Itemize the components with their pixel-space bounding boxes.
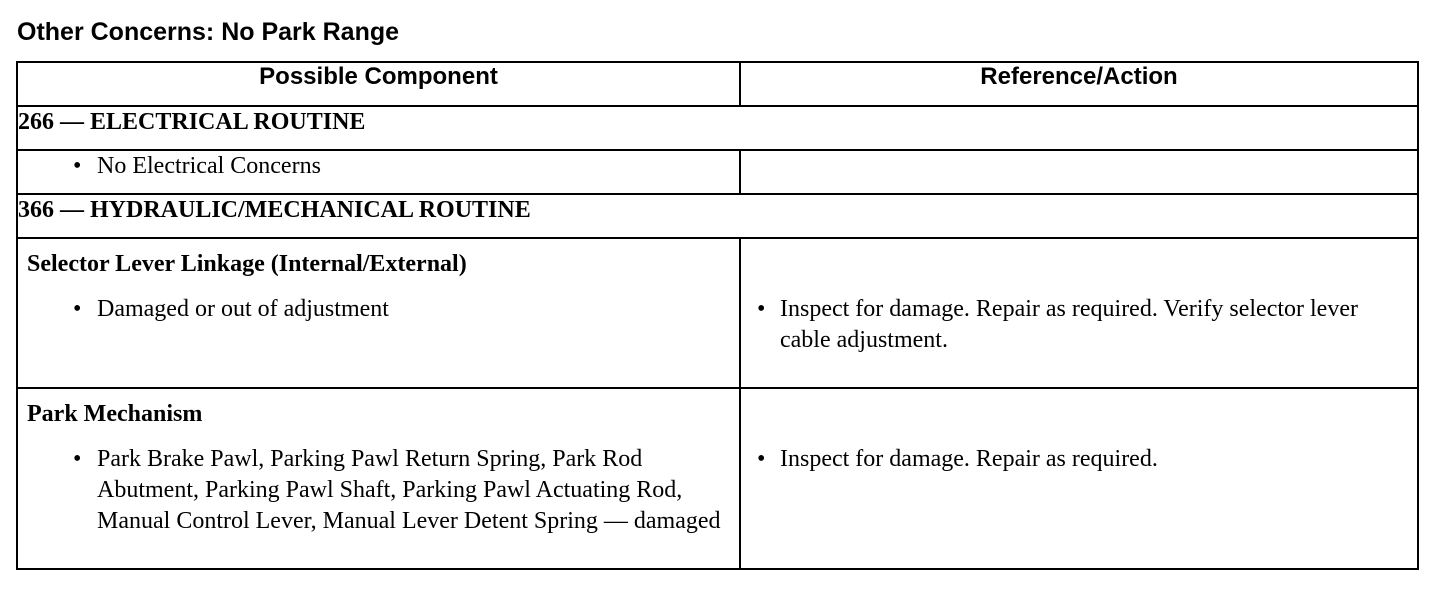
reference-cell: [740, 388, 1418, 569]
header-row: [17, 62, 1418, 106]
column-header-reference-action: Reference/Action: [740, 62, 1418, 106]
table-row-park-mechanism: [17, 388, 1418, 569]
column-header-possible-component: Possible Component: [17, 62, 740, 106]
reference-bullet: • Inspect for damage. Repair as required. Verify selector lever cable adjustment.: [741, 294, 1417, 356]
group-title-park-mechanism: Park Mechanism: [27, 401, 203, 427]
table-row-selector-lever-linkage: [17, 238, 1418, 388]
reference-cell-empty: [740, 150, 1418, 194]
component-cell: [17, 150, 740, 194]
reference-bullet: • Inspect for damage. Repair as required.: [741, 444, 1417, 475]
section-heading-electrical: 266 — ELECTRICAL ROUTINE: [17, 106, 1418, 150]
table-row-no-electrical-concerns: [17, 150, 1418, 194]
reference-cell: [740, 238, 1418, 388]
component-cell: [17, 238, 740, 388]
section-row-electrical: [17, 106, 1418, 150]
section-row-hydraulic-mechanical: [17, 194, 1418, 238]
component-bullet: • No Electrical Concerns: [18, 151, 739, 182]
component-bullet: • Damaged or out of adjustment: [18, 294, 739, 325]
component-bullet: • Park Brake Pawl, Parking Pawl Return Spring, Park Rod Abutment, Parking Pawl Shaft, Parking Pawl Actuating Rod, Manual Control Lever, Manual Lever Detent Spring — damaged: [18, 444, 739, 537]
section-heading-hydraulic-mechanical: 366 — HYDRAULIC/MECHANICAL ROUTINE: [17, 194, 1418, 238]
page-title: Other Concerns: No Park Range: [17, 18, 400, 46]
group-title-selector-lever-linkage: Selector Lever Linkage (Internal/External): [27, 251, 467, 277]
concern-table: [16, 61, 1419, 570]
component-cell: [17, 388, 740, 569]
